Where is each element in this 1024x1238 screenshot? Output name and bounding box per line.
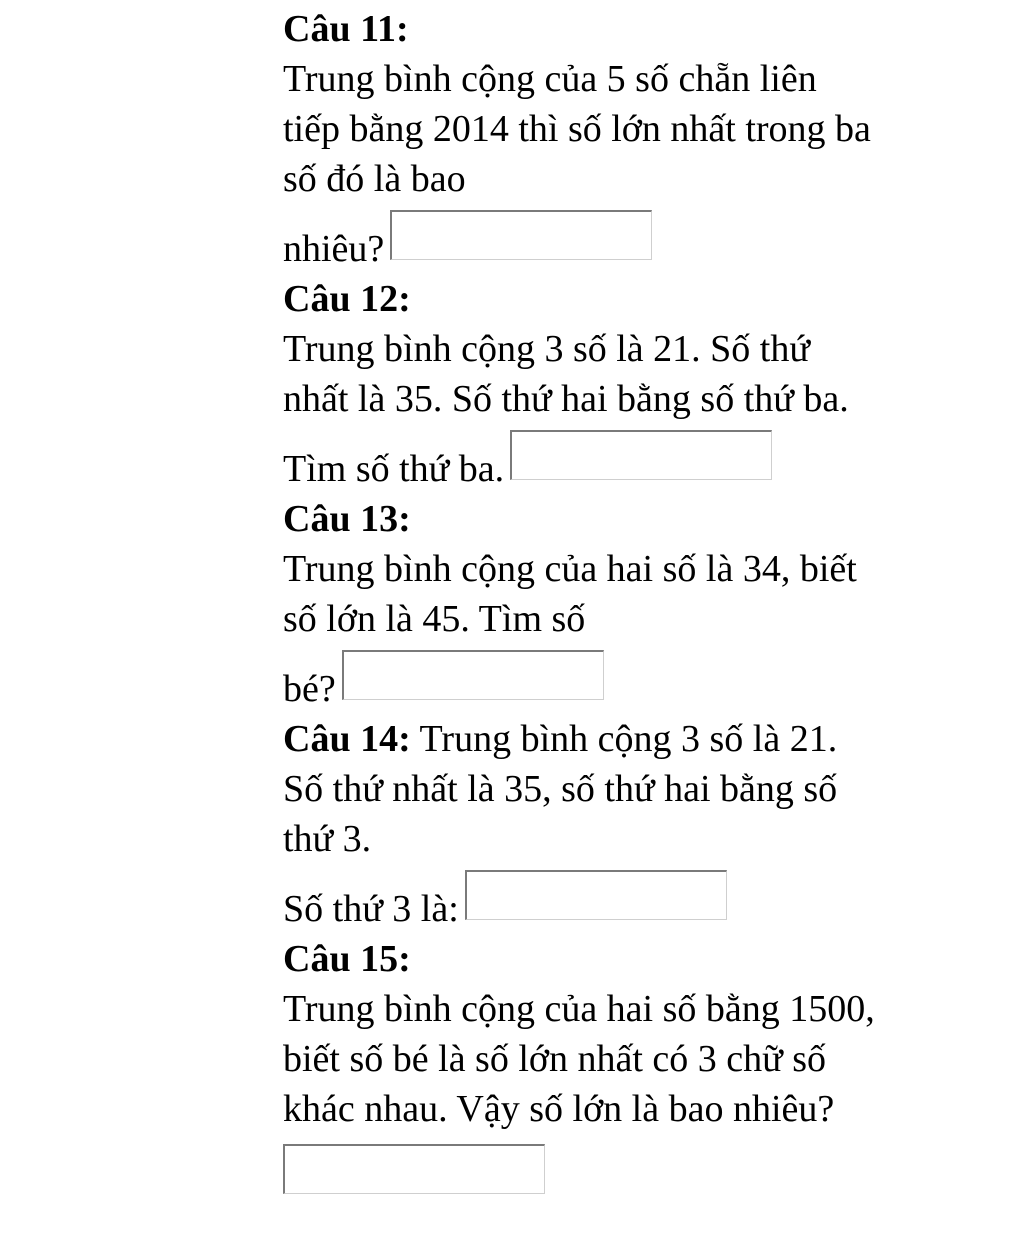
question-14-prompt: Số thứ 3 là: (283, 888, 459, 930)
question-12-answer-input[interactable] (510, 430, 772, 480)
question-13 (283, 494, 883, 714)
question-14-text: Trung bình cộng 3 số là 21. Số thứ nhất là 35, số thứ hai bằng số thứ 3. (283, 718, 838, 860)
quiz-content (283, 4, 883, 1194)
question-11-text: Trung bình cộng của 5 số chẵn liên tiếp bằng 2014 thì số lớn nhất trong ba số đó là bao (283, 58, 871, 200)
question-11-prompt: nhiêu? (283, 228, 385, 270)
question-13-text: Trung bình cộng của hai số là 34, biết số lớn là 45. Tìm số (283, 548, 857, 640)
question-13-answer-input[interactable] (342, 650, 604, 700)
question-15-heading: Câu 15: (283, 938, 411, 980)
question-13-prompt: bé? (283, 668, 336, 710)
question-11 (283, 4, 883, 274)
question-12 (283, 274, 883, 494)
question-15 (283, 934, 883, 1194)
question-15-text: Trung bình cộng của hai số bằng 1500, biết số bé là số lớn nhất có 3 chữ số khác nhau. Vậy số lớn là bao nhiêu? (283, 988, 875, 1130)
question-14-heading: Câu 14: (283, 718, 411, 760)
question-11-answer-row (283, 210, 883, 274)
question-11-heading: Câu 11: (283, 8, 409, 50)
question-13-answer-row (283, 650, 883, 714)
question-14-answer-input[interactable] (465, 870, 727, 920)
question-14-answer-row (283, 870, 883, 934)
question-11-answer-input[interactable] (390, 210, 652, 260)
question-13-heading: Câu 13: (283, 498, 411, 540)
question-14-body (283, 714, 883, 864)
question-12-answer-row (283, 430, 883, 494)
question-14 (283, 714, 883, 934)
question-12-text: Trung bình cộng 3 số là 21. Số thứ nhất là 35. Số thứ hai bằng số thứ ba. (283, 328, 849, 420)
question-15-answer-input[interactable] (283, 1144, 545, 1194)
question-12-prompt: Tìm số thứ ba. (283, 448, 505, 490)
question-12-heading: Câu 12: (283, 278, 411, 320)
